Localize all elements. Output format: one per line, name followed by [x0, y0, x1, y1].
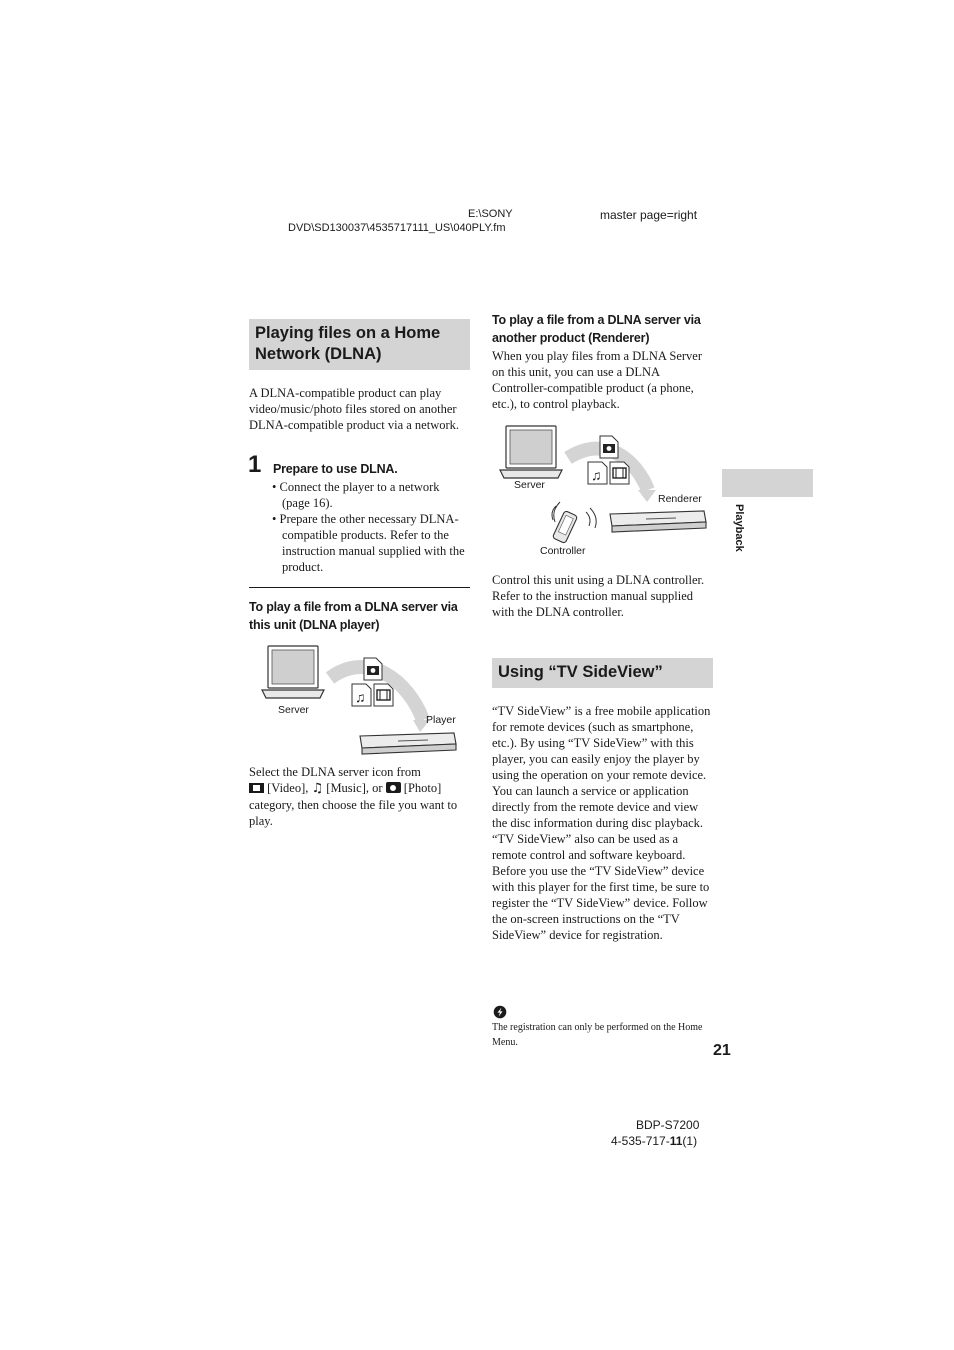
- document-code: 4-535-717-11(1): [611, 1134, 698, 1148]
- divider: [249, 587, 470, 588]
- player-label: Player: [426, 714, 456, 726]
- dlna-player-diagram: [258, 640, 463, 760]
- subsection-title-renderer: To play a file from a DLNA server via another product (Renderer): [492, 313, 701, 345]
- step-bullets: [272, 479, 468, 575]
- master-page-label: master page=right: [600, 208, 698, 222]
- side-tab-label: Playback: [733, 504, 745, 552]
- video-file-icon: [610, 462, 629, 484]
- select-instructions: Select the DLNA server icon from [Video], ♫ [Music], or [Photo] category, then choose the file you want to play.: [249, 765, 458, 828]
- svg-text:♫: ♫: [355, 689, 366, 705]
- renderer-label: Renderer: [658, 493, 702, 505]
- photo-icon: [386, 782, 401, 793]
- tv-sideview-para2: Before you use the “TV SideView” device with this player for the first time, be sure to register the “TV SideView” device. Follow the on-screen instructions on the “TV SideView” device for registration.: [492, 864, 710, 942]
- renderer-intro: When you play files from a DLNA Server on this unit, you can use a DLNA Controller-compatible product (a phone, etc.), to control playback.: [492, 349, 703, 411]
- note-text: The registration can only be performed on the Home Menu.: [492, 1022, 703, 1048]
- tv-sideview-description: [492, 703, 714, 943]
- step-number: 1: [248, 451, 262, 478]
- laptop-icon: [500, 426, 562, 478]
- step-title: Prepare to use DLNA.: [273, 462, 398, 476]
- side-tab-bar: [722, 469, 813, 497]
- controller-text: Control this unit using a DLNA controller. Refer to the instruction manual supplied with the DLNA controller.: [492, 573, 705, 619]
- renderer-device-icon: [610, 511, 706, 532]
- section-title-tv-sideview: Using “TV SideView”: [492, 658, 713, 688]
- music-file-icon: [352, 684, 371, 706]
- laptop-icon: [262, 646, 324, 698]
- photo-file-icon: [600, 436, 618, 458]
- step-bullet: • Prepare the other necessary DLNA-compatible products. Refer to the instruction manual supplied with the product.: [272, 512, 465, 574]
- video-icon: [249, 783, 264, 793]
- subsection-title-dlna-player: To play a file from a DLNA server via this unit (DLNA player): [249, 600, 458, 632]
- section-title-dlna: Playing files on a Home Network (DLNA): [249, 319, 470, 370]
- music-icon: ♫: [311, 781, 324, 796]
- player-device-icon: [360, 733, 456, 754]
- video-file-icon: [374, 684, 393, 706]
- file-path-line1: E:\SONY: [468, 208, 513, 220]
- step-bullet: • Connect the player to a network (page 16).: [272, 480, 440, 510]
- server-label: Server: [278, 704, 309, 716]
- svg-text:♫: ♫: [591, 467, 602, 483]
- server-label: Server: [514, 479, 545, 491]
- dlna-intro: A DLNA-compatible product can play video/music/photo files stored on another DLNA-compatible product via a network.: [249, 386, 460, 432]
- tv-sideview-para1: “TV SideView” is a free mobile application for remote devices (such as smartphone, etc.). By using “TV SideView” with this player, you can easily enjoy the player by using the operation on your remote device. You can launch a service or application directly from the remote device and view the disc information during disc playback. “TV SideView” also can be used as a remote control and software keyboard.: [492, 704, 711, 862]
- model-number: BDP-S7200: [636, 1118, 700, 1132]
- renderer-diagram: [496, 420, 711, 560]
- controller-label: Controller: [540, 545, 586, 557]
- phone-controller-icon: [552, 502, 596, 544]
- note-icon: [493, 1005, 507, 1019]
- page-number: 21: [713, 1042, 731, 1059]
- file-path-line2: DVD\SD130037\4535717111_US\040PLY.fm: [288, 222, 506, 234]
- photo-file-icon: [364, 658, 382, 680]
- music-file-icon: [588, 462, 607, 484]
